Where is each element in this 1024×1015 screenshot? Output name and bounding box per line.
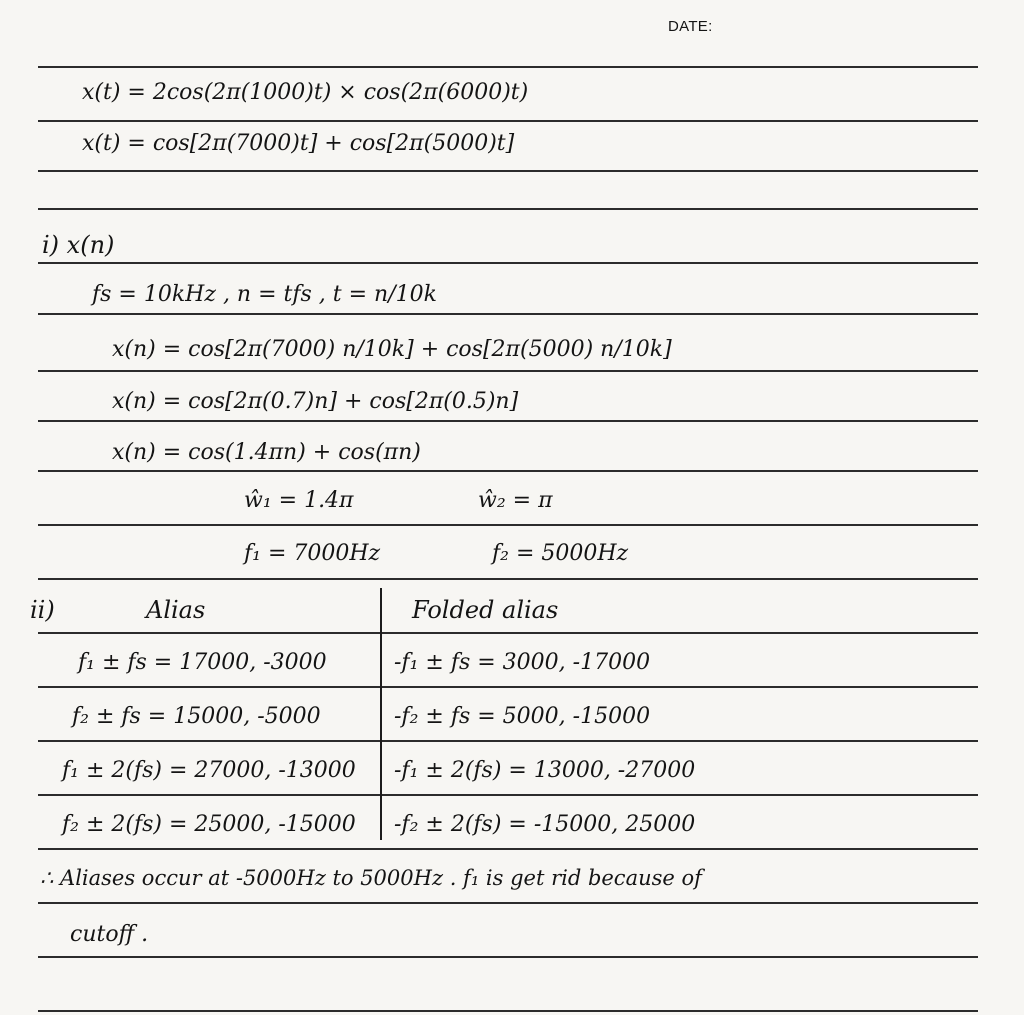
folded-alias-row-3: -f₁ ± 2(fs) = 13000, -27000 — [394, 758, 696, 783]
alias-row-2: f₂ ± fs = 15000, -5000 — [72, 704, 321, 729]
part-i-heading: i) x(n) — [42, 231, 115, 259]
ruled-line — [38, 578, 978, 580]
conclusion-continuation: cutoff . — [70, 922, 149, 947]
omega-1-value: ŵ₁ = 1.4π — [244, 488, 354, 513]
sampled-signal-step2: x(n) = cos[2π(0.7)n] + cos[2π(0.5)n] — [112, 389, 519, 414]
ruled-line — [38, 120, 978, 122]
ruled-line — [38, 170, 978, 172]
omega-2-value: ŵ₂ = π — [478, 488, 553, 513]
conclusion-line: ∴ Aliases occur at -5000Hz to 5000Hz . f₁ is get rid because of — [40, 866, 702, 890]
table-divider — [380, 588, 382, 840]
alias-row-1: f₁ ± fs = 17000, -3000 — [78, 650, 327, 675]
sampling-definitions: fs = 10kHz , n = tfs , t = n/10k — [92, 282, 437, 307]
alias-column-header: Alias — [146, 596, 206, 624]
ruled-line — [38, 632, 978, 634]
ruled-line — [38, 420, 978, 422]
folded-alias-column-header: Folded alias — [412, 596, 559, 624]
ruled-line — [38, 524, 978, 526]
alias-row-3: f₁ ± 2(fs) = 27000, -13000 — [62, 758, 356, 783]
part-ii-heading: ii) — [30, 596, 55, 624]
date-label: DATE: — [668, 18, 713, 35]
ruled-line — [38, 902, 978, 904]
f2-value: f₂ = 5000Hz — [492, 541, 629, 566]
ruled-line — [38, 1010, 978, 1012]
sampled-signal-step1: x(n) = cos[2π(7000) n/10k] + cos[2π(5000) n/10k] — [112, 337, 672, 362]
ruled-line — [38, 794, 978, 796]
ruled-line — [38, 956, 978, 958]
ruled-line — [38, 470, 978, 472]
ruled-line — [38, 686, 978, 688]
folded-alias-row-2: -f₂ ± fs = 5000, -15000 — [394, 704, 651, 729]
signal-sum-line: x(t) = cos[2π(7000)t] + cos[2π(5000)t] — [82, 131, 515, 156]
ruled-line — [38, 262, 978, 264]
folded-alias-row-1: -f₁ ± fs = 3000, -17000 — [394, 650, 651, 675]
f1-value: f₁ = 7000Hz — [244, 541, 381, 566]
alias-row-4: f₂ ± 2(fs) = 25000, -15000 — [62, 812, 356, 837]
sampled-signal-step3: x(n) = cos(1.4πn) + cos(πn) — [112, 440, 421, 465]
signal-product-line: x(t) = 2cos(2π(1000)t) × cos(2π(6000)t) — [82, 80, 529, 105]
folded-alias-row-4: -f₂ ± 2(fs) = -15000, 25000 — [394, 812, 696, 837]
ruled-line — [38, 208, 978, 210]
ruled-line — [38, 313, 978, 315]
ruled-line — [38, 66, 978, 68]
ruled-line — [38, 370, 978, 372]
ruled-line — [38, 740, 978, 742]
ruled-line — [38, 848, 978, 850]
